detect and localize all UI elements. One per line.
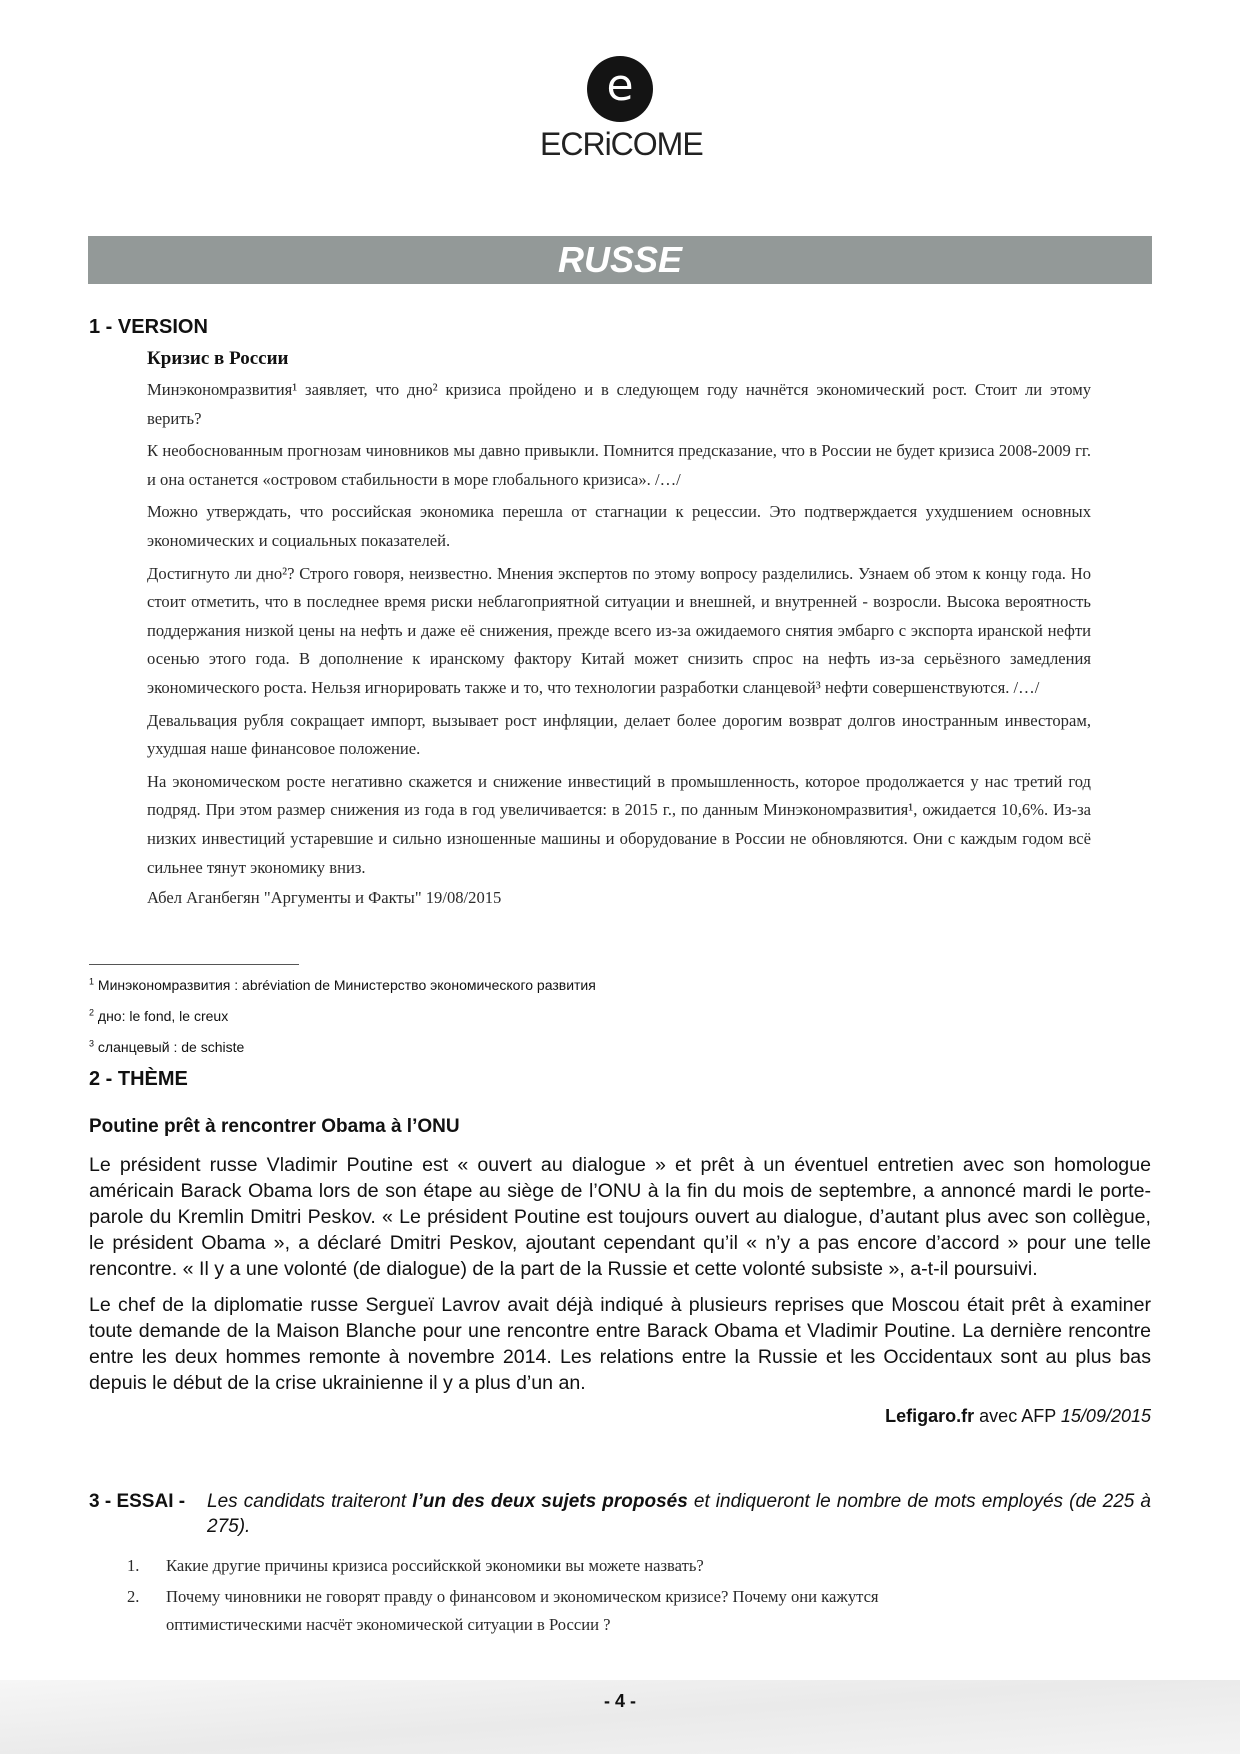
essay-subjects: [127, 1552, 987, 1642]
theme-paragraph: Le président russe Vladimir Poutine est « ouvert au dialogue » et prêt à un éventuel entretien avec son homologue américain Barack Obama lors de son étape au siège de l’ONU à la fin du mois de septembre, a annoncé mardi le porte-parole du Kremlin Dmitri Peskov. « Le président Poutine est toujours ouvert au dialogue, d’autant plus avec son collègue, le président Obama », a déclaré Dmitri Peskov, ajoutant cependant qu’il « n’y a pas encore d’accord » pour une telle rencontre. « Il y a une volonté (de dialogue) de la part de la Russie et cette volonté subsiste », a-t-il poursuivi.: [89, 1154, 1151, 1280]
footnotes: [89, 972, 596, 1065]
footnote: $^2$ дно: le fond, le creux: [89, 1007, 229, 1024]
page-number: - 4 -: [603, 1691, 636, 1711]
version-paragraph: Достигнуто ли дно²? Строго говоря, неизвестно. Мнения экспертов по этому вопросу разделились. Узнаем об этом к концу года. Но стоит отметить, что в последнее время риски неблагоприятной ситуации и внешней, и внутренней - возросли. Высока вероятность поддержания низкой цены на нефть и даже её снижения, прежде всего из-за ожидаемого снятия эмбарго с экспорта иранской нефти осенью этого года. В дополнение к иранскому фактору Китай может снизить спрос на нефть из-за серьёзного замедления экономического роста. Нельзя игнорировать также и то, что технологии разработки сланцевой³ нефти совершенствуются. /…/: [147, 563, 1091, 697]
list-item: 2. Почему чиновники не говорят правду о финансовом и экономическом кризисе? Почему они кажутся оптимистическими насчёт экономической ситуации в России ?: [127, 1586, 879, 1635]
theme-title: Poutine prêt à rencontrer Obama à l’ONU: [89, 1116, 460, 1137]
theme-heading: 2 - THÈME: [89, 1068, 188, 1090]
logo-e-icon: e: [587, 56, 653, 122]
list-item: 1. Какие другие причины кризиса российсккой экономики вы можете назвать?: [127, 1556, 704, 1575]
footnote: $^1$ Минэкономразвития : abréviation de Министерство экономического развития: [89, 976, 596, 993]
version-paragraph: Девальвация рубля сокращает импорт, вызывает рост инфляции, делает более дорогим возврат долгов иностранным инвесторам, ухудшая наше финансовое положение.: [147, 710, 1091, 759]
essai-instructions: Les candidats traiteront l’un des deux sujets proposés et indiqueront le nombre de mots employés (de 225 à 275).: [207, 1491, 1151, 1537]
theme-paragraph: Le chef de la diplomatie russe Sergueï Lavrov avait déjà indiqué à plusieurs reprises que Moscou était prêt à examiner toute demande de la Maison Blanche pour une rencontre entre Barack Obama et Vladimir Poutine. La dernière rencontre entre les deux hommes remonte à novembre 2014. Les relations entre la Russie et les Occidentaux sont au plus bas depuis le début de la crise ukrainienne il y a plus d’un an.: [89, 1294, 1151, 1394]
version-text: [147, 348, 1091, 917]
footnote-divider: [89, 964, 299, 965]
version-paragraph: К необоснованным прогнозам чиновников мы давно привыкли. Помнится предсказание, что в России не будет кризиса 2008-2009 гг. и она останется «островом стабильности в море глобального кризиса». /…/: [147, 441, 1091, 489]
version-heading: 1 - VERSION: [89, 316, 208, 338]
theme-text: [89, 1116, 1151, 1427]
essai-heading: 3 - ESSAI -: [89, 1491, 186, 1512]
version-paragraph: Минэкономразвития¹ заявляет, что дно² кризиса пройдено и в следующем году начнётся экономический рост. Стоит ли этому верить?: [147, 380, 1091, 428]
version-paragraph: Можно утверждать, что российская экономика перешла от стагнации к рецессии. Это подтверждается ухудшением основных экономических и социальных показателей.: [147, 502, 1091, 550]
theme-source: Lefigaro.fr avec AFP 15/09/2015: [885, 1406, 1151, 1426]
version-source: Абел Аганбегян "Аргументы и Факты" 19/08/2015: [147, 888, 502, 908]
subject-banner: RUSSE: [88, 236, 1152, 284]
version-paragraph: На экономическом росте негативно скажется и снижение инвестиций в промышленность, которое продолжается у нас третий год подряд. При этом размер снижения из года в год увеличивается: в 2015 г., по данным Минэкономразвития¹, ожидается 10,6%. Из-за низких инвестиций устаревшие и сильно изношенные машины и оборудование в России не обновляются. Они с каждым годом всё сильнее тянут экономику вниз.: [147, 771, 1091, 877]
footnote: $^3$ сланцевый : de schiste: [89, 1038, 245, 1055]
version-title: Кризис в России: [147, 348, 289, 369]
ecricome-logo: [540, 56, 703, 163]
logo-text: ECRiCOME: [540, 126, 703, 162]
